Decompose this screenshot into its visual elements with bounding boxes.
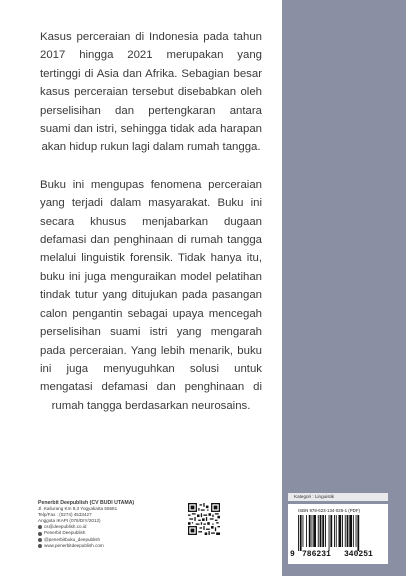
qr-code: [188, 503, 220, 535]
barcode-digits-right: 340251: [344, 550, 373, 559]
barcode-bar: [349, 515, 352, 547]
barcode-bar: [357, 515, 359, 551]
barcode-bar: [300, 515, 302, 551]
contact-website: [38, 543, 198, 549]
barcode-bar: [342, 515, 343, 547]
barcode-bar: [298, 515, 299, 551]
publisher-name: Penerbit Deepublish (CV BUDI UTAMA): [38, 500, 135, 506]
blurb-paragraph-2: Buku ini mengupas fenomena perceraian yang terjadi dalam masyarakat. Buku ini secara khusus menjabarkan dugaan defamasi dan penghinaan di rumah tangga melalui linguistik forensik. Tidak hanya itu, buku ini juga menguraikan model pelatihan tindak tutur yang ditujukan pada pasangan calon pengantin sebagai upaya mencegah perselisihan suami istri yang mengarah pada perceraian. Yang lebih menarik, buku ini juga menyuguhkan solusi untuk mengatasi defamasi dan penghinaan di rumah tangga berdasarkan neurosains.: [40, 178, 262, 412]
publisher-address: Jl. Kaliurang Km 9,3 Yogyakarta 55581: [38, 506, 118, 512]
barcode-bar: [318, 515, 319, 547]
barcode-bar: [325, 515, 326, 547]
barcode-bar: [336, 515, 337, 547]
instagram-icon: [38, 538, 42, 542]
facebook-icon: [38, 532, 42, 536]
barcode-bar: [329, 515, 330, 551]
email-icon: [38, 525, 42, 529]
barcode-bar: [345, 515, 346, 547]
barcode-bar: [356, 515, 357, 547]
contact-email-text: cs@deepublish.co.id: [44, 524, 87, 530]
cover-side-band: [282, 0, 406, 576]
barcode-bar: [347, 515, 349, 547]
globe-icon: [38, 544, 42, 548]
back-cover-blurb: [40, 28, 262, 434]
barcode-bar: [309, 515, 311, 547]
category-label: Kategori : Linguistik: [288, 493, 388, 501]
barcode-bar: [320, 515, 322, 547]
publisher-info: [38, 500, 198, 549]
barcode-digits-left: 786231: [302, 550, 331, 559]
barcode-bar: [303, 515, 304, 547]
barcode-bar: [353, 515, 354, 547]
barcode: [294, 515, 382, 551]
barcode-bar: [312, 515, 313, 547]
barcode-bar: [339, 515, 342, 547]
contact-instagram-text: @penerbitbuku_deepublish: [44, 536, 101, 542]
publisher-phone: Telp/Fax : (0274) 4533427: [38, 512, 92, 518]
contact-website-text: www.penerbitdeepublish.com: [44, 542, 104, 548]
isbn-barcode-block: [288, 504, 388, 564]
barcode-bar: [330, 515, 332, 547]
blurb-paragraph-1: Kasus perceraian di Indonesia pada tahun 2017 hingga 2021 merupakan yang tertinggi di Asia dan Afrika. Sebagian besar kasus perceraian tersebut disebabkan oleh perselisihan dan pertengkaran antara suami dan istri, sehingga tidak ada harapan akan hidup rukun lagi dalam rumah tangga.: [40, 31, 262, 154]
contact-facebook-text: Penerbit Deepublish: [44, 530, 86, 536]
isbn-number: ISBN 978-623-134-025-1 (PDF): [298, 508, 360, 513]
barcode-bar: [306, 515, 307, 547]
publisher-membership: Anggota IKAPI (076/DIY/2012): [38, 518, 101, 524]
barcode-bar: [313, 515, 316, 547]
barcode-digit-prefix: 9: [290, 550, 295, 559]
barcode-bar: [334, 515, 335, 547]
barcode-bar: [322, 515, 324, 547]
